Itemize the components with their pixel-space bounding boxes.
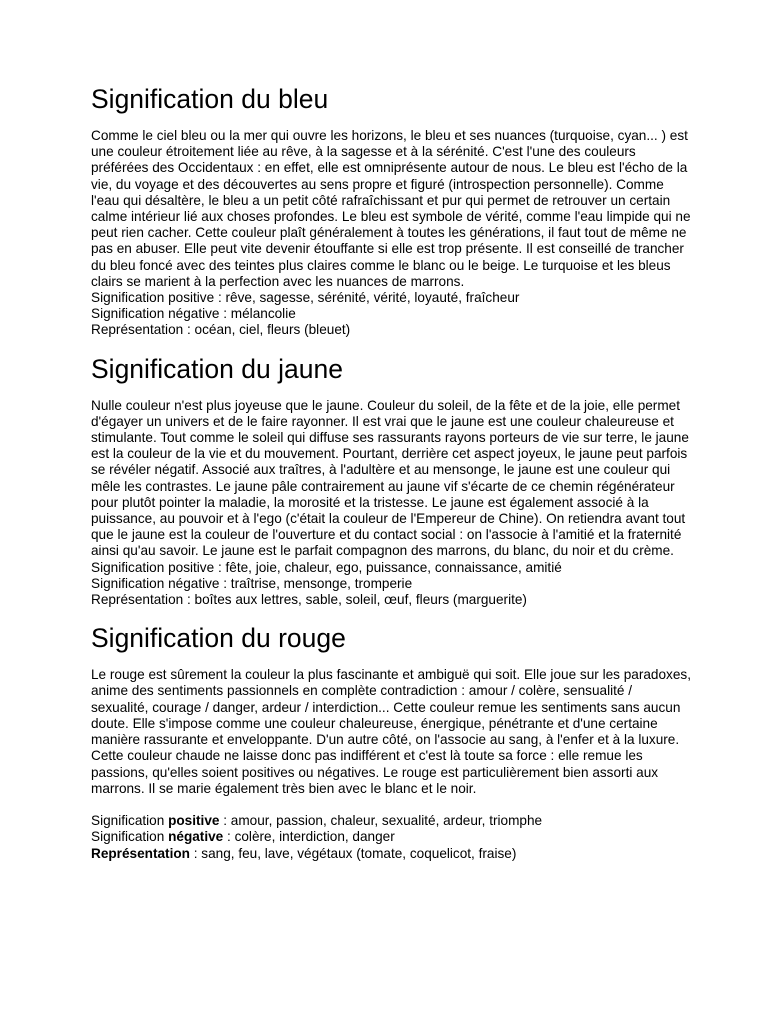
section-paragraph-jaune: Nulle couleur n'est plus joyeuse que le jaune. Couleur du soleil, de la fête et de la joie, elle permet d'égayer un univers et de le faire rayonner. Il est vrai que le jaune est une couleur chaleureuse et stimulante. Tout comme le soleil qui diffuse ses rassurants rayons porteurs de vie sur terre, le jaune est la couleur de la vie et du mouvement. Pourtant, derrière cet aspect joyeux, le jaune peut parfois se révéler négatif. Associé aux traîtres, à l'adultère et au mensonge, le jaune est une couleur qui mêle les contrastes. Le jaune pâle contrairement au jaune vif s'écarte de ce chemin régénérateur pour plutôt pointer la maladie, la morosité et la tristesse. Le jaune est également associé à la puissance, au pouvoir et à l'ego (c'était la couleur de l'Empereur de Chine). On retiendra avant tout que le jaune est la couleur de l'ouverture et du contact social : on l'associe à l'amitié et la fraternité ainsi qu'au savoir. Le jaune est le parfait compagnon des marrons, du blanc, du noir et du crème.: [91, 397, 689, 559]
negative-prefix-rouge: Signification: [91, 829, 169, 845]
section-bleu: [91, 82, 691, 339]
section-rouge: [91, 621, 691, 861]
positive-label-rouge: positive: [168, 813, 220, 829]
section-paragraph-rouge: Le rouge est sûrement la couleur la plus fascinante et ambiguë qui soit. Elle joue sur les paradoxes, anime des sentiments passionnels en complète contradiction : amour / colère, sensualité / sexualité, courage / danger, ardeur / interdiction... Cette couleur remue les sentiments sans aucun doute. Elle s'impose comme une couleur chaleureuse, énergique, pénétrante et d'une certaine manière rassurante et enveloppante. D'un autre côté, on l'associe au sang, à l'enfer et à la luxure. Cette couleur chaude ne laisse donc pas indifférent et c'est là toute sa force : elle remue les passions, qu'elles soient positives ou négatives. Le rouge est particulièrement bien assorti aux marrons. Il se marie également très bien avec le blanc et le noir.: [91, 667, 691, 796]
positive-meaning-rouge: [91, 813, 691, 829]
positive-prefix-rouge: Signification: [91, 813, 169, 829]
positive-values-rouge: : amour, passion, chaleur, sexualité, ardeur, triomphe: [219, 813, 543, 829]
section-paragraph-bleu: Comme le ciel bleu ou la mer qui ouvre les horizons, le bleu et ses nuances (turquoise, cyan... ) est une couleur étroitement liée au rêve, à la sagesse et à la sérénité. C'est l'une des couleurs préférées des Occidentaux : en effet, elle est omniprésente autour de nous. Le bleu est l'écho de la vie, du voyage et des découvertes au sens propre et figuré (introspection personnelle). Comme l'eau qui désaltère, le bleu a un petit côté rafraîchissant et pur qui permet de retrouver un certain calme intérieur lié aux choses profondes. Le bleu est symbole de vérité, comme l'eau limpide qui ne peut rien cacher. Cette couleur plaît généralement à toutes les générations, il faut tout de même ne pas en abuser. Elle peut vite devenir étouffante si elle est trop présente. Il est conseillé de trancher du bleu foncé avec des teintes plus claires comme le blanc ou le beige. Le turquoise et les bleus clairs se marient à la perfection avec les nuances de marrons.: [91, 128, 691, 289]
negative-meaning-bleu: Signification négative : mélancolie: [91, 306, 296, 322]
representation-bleu: Représentation : océan, ciel, fleurs (bleuet): [91, 322, 351, 338]
section-title-bleu: Signification du bleu: [91, 84, 329, 114]
section-jaune: [91, 352, 691, 609]
negative-meaning-rouge: [91, 829, 691, 845]
representation-values-rouge: : sang, feu, lave, végétaux (tomate, coquelicot, fraise): [189, 845, 517, 861]
positive-meaning-bleu: Signification positive : rêve, sagesse, sérénité, vérité, loyauté, fraîcheur: [91, 290, 520, 306]
representation-jaune: Représentation : boîtes aux lettres, sable, soleil, œuf, fleurs (marguerite): [91, 592, 527, 608]
positive-meaning-jaune: Signification positive : fête, joie, chaleur, ego, puissance, connaissance, amitié: [91, 559, 562, 575]
document-page: [91, 82, 691, 862]
paragraph-spacer: [91, 797, 691, 813]
representation-rouge: [91, 846, 691, 862]
negative-values-rouge: : colère, interdiction, danger: [223, 829, 395, 845]
section-title-jaune: Signification du jaune: [91, 353, 343, 384]
negative-label-rouge: négative: [168, 829, 224, 845]
representation-label-rouge: Représentation: [91, 845, 190, 861]
section-title-rouge: Signification du rouge: [91, 623, 346, 654]
negative-meaning-jaune: Signification négative : traîtrise, mensonge, tromperie: [91, 575, 413, 591]
